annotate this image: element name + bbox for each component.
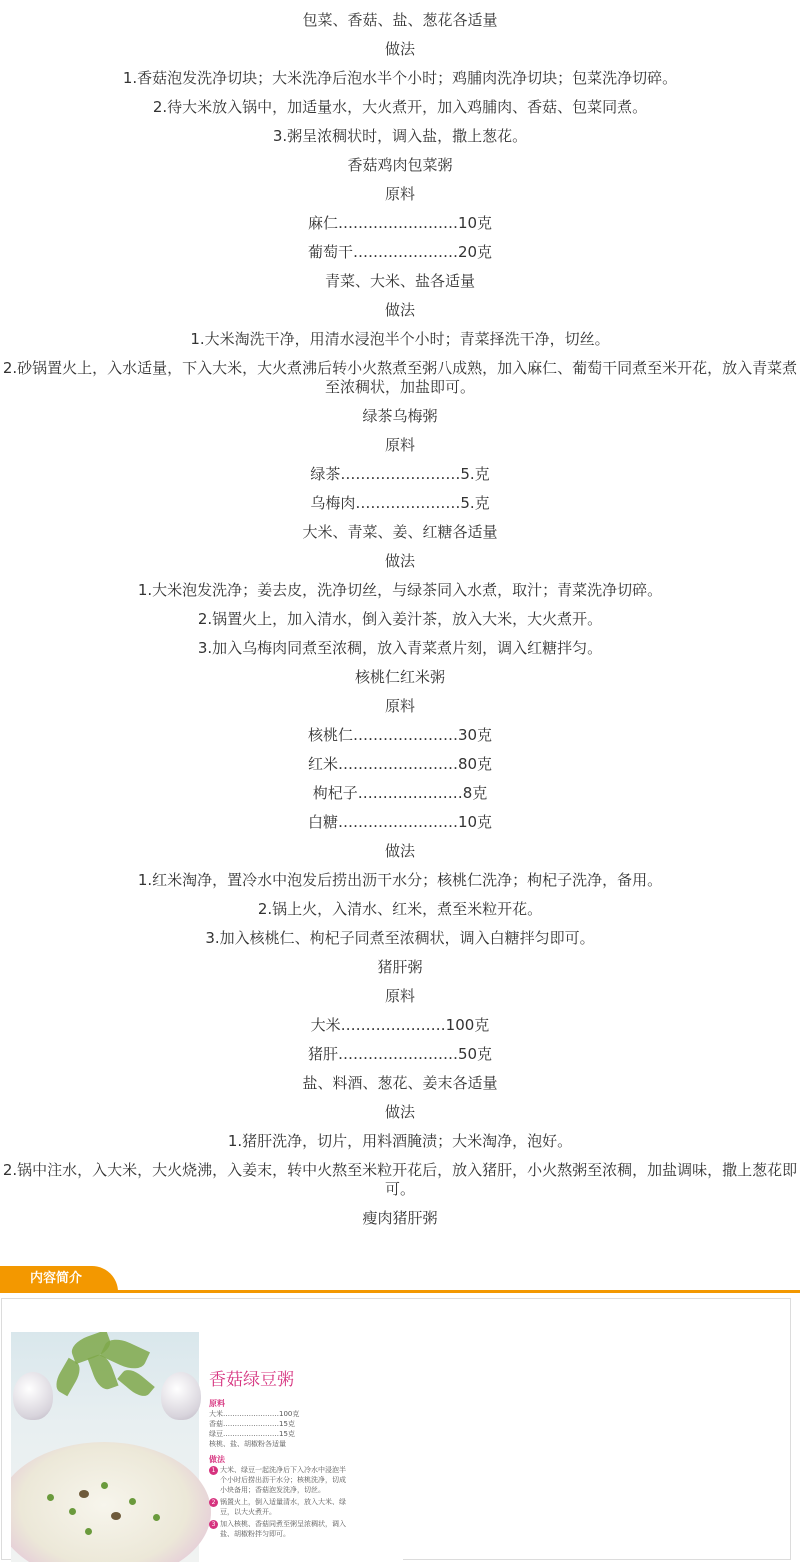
ingredient-line: 麻仁……………………10克: [307, 214, 493, 232]
text-line: 2.待大米放入锅中，加适量水，大火煮开，加入鸡脯肉、香菇、包菜同煮。: [152, 98, 648, 116]
section-heading: 做法: [384, 301, 415, 319]
ingredient-line: 绿茶……………………5.克: [310, 465, 490, 483]
page-ingredient: 绿豆……………………15克: [209, 1430, 295, 1438]
mushroom-shape: [111, 1512, 121, 1520]
recipe-title: 瘦肉猪肝粥: [362, 1209, 438, 1227]
page-step-text: 小块备用；香菇泡发洗净，切丝。: [220, 1486, 325, 1494]
text-line: 盐、料酒、葱花、姜末各适量: [302, 1074, 498, 1092]
page-step-text: 加入核桃、香菇同煮至粥呈浓稠状，调入: [220, 1520, 346, 1528]
intro-content-box: [1, 1298, 791, 1560]
section-heading: 原料: [384, 987, 415, 1005]
recipe-text: [0, 6, 800, 1233]
section-heading: 做法: [384, 842, 415, 860]
bowl-shape: [11, 1442, 211, 1562]
page-step-text: 盐、胡椒粉拌匀即可。: [220, 1530, 290, 1538]
intro-tab[interactable]: 内容简介: [0, 1266, 118, 1292]
page-step: [209, 1465, 346, 1475]
step-number-1: 1: [209, 1466, 218, 1475]
porridge-photo: [11, 1332, 199, 1562]
recipe-title: 香菇鸡肉包菜粥: [347, 156, 453, 174]
page-ingredients-heading: 原料: [209, 1399, 225, 1408]
page-recipe-title: 香菇绿豆粥: [209, 1370, 294, 1390]
page-step: [209, 1497, 346, 1507]
text-line: 1.香菇泡发洗净切块；大米洗净后泡水半个小时；鸡脯肉洗净切块；包菜洗净切碎。: [122, 69, 678, 87]
section-heading: 做法: [384, 1103, 415, 1121]
ingredient-line: 猪肝……………………50克: [307, 1045, 493, 1063]
pea-shape: [153, 1514, 160, 1521]
pea-shape: [85, 1528, 92, 1535]
page-step-text: 豆，以大火煮开。: [220, 1508, 276, 1516]
text-line: 1.大米泡发洗净；姜去皮，洗净切丝，与绿茶同入水煮，取汁；青菜洗净切碎。: [137, 581, 663, 599]
text-line: 3.加入乌梅肉同煮至浓稠，放入青菜煮片刻，调入红糖拌匀。: [197, 639, 603, 657]
divider: [0, 1290, 800, 1293]
page-step: [209, 1519, 346, 1529]
text-line: 青菜、大米、盐各适量: [324, 272, 475, 290]
recipe-title: 核桃仁红米粥: [354, 668, 445, 686]
page-ingredient: 香菇……………………15克: [209, 1420, 295, 1428]
leaf-shape: [117, 1365, 155, 1401]
page-ingredient: 大米……………………100克: [209, 1410, 300, 1418]
ingredient-line: 乌梅肉…………………5.克: [310, 494, 490, 512]
step-number-3: 3: [209, 1520, 218, 1529]
pea-shape: [129, 1498, 136, 1505]
ingredient-line: 葡萄干…………………20克: [307, 243, 493, 261]
ingredient-line: 枸杞子…………………8克: [312, 784, 488, 802]
text-line: 1.大米淘洗干净，用清水浸泡半个小时；青菜择洗干净，切丝。: [190, 330, 610, 348]
ingredient-line: 红米……………………80克: [307, 755, 493, 773]
section-heading: 原料: [384, 697, 415, 715]
section-heading: 原料: [384, 185, 415, 203]
page-step-text: 个小时后捞出沥干水分；核桃洗净，切成: [220, 1476, 346, 1484]
text-line: 3.粥呈浓稠状时，调入盐，撒上葱花。: [272, 127, 528, 145]
section-heading: 做法: [384, 40, 415, 58]
text-line: 2.锅置火上，加入清水，倒入姜汁茶，放入大米，大火煮开。: [197, 610, 603, 628]
pea-shape: [101, 1482, 108, 1489]
pea-shape: [47, 1494, 54, 1501]
pea-shape: [69, 1508, 76, 1515]
intro-section-header: [0, 1266, 800, 1292]
leaf-shape: [52, 1358, 85, 1396]
text-line: 3.加入核桃仁、枸杞子同煮至浓稠状，调入白糖拌匀即可。: [205, 929, 595, 947]
recipe-title: 猪肝粥: [377, 958, 423, 976]
section-heading: 原料: [384, 436, 415, 454]
text-line: 大米、青菜、姜、红糖各适量: [302, 523, 498, 541]
section-heading: 做法: [384, 552, 415, 570]
mushroom-shape: [79, 1490, 89, 1498]
book-page-image: [11, 1332, 403, 1562]
text-line: 2.锅上火，入清水、红米，煮至米粒开花。: [257, 900, 543, 918]
page-method-heading: 做法: [209, 1455, 225, 1464]
text-line: 2.锅中注水，入大米，大火烧沸，入姜末，转中火熬至米粒开花后，放入猪肝，小火熬粥至浓稠，加盐调味，撒上葱花即可。: [2, 1161, 798, 1198]
step-number-2: 2: [209, 1498, 218, 1507]
text-line: 1.红米淘净，置冷水中泡发后捞出沥干水分；核桃仁洗净；枸杞子洗净，备用。: [137, 871, 663, 889]
text-line: 1.猪肝洗净，切片，用料酒腌渍；大米淘净，泡好。: [227, 1132, 573, 1150]
ingredient-line: 核桃仁…………………30克: [307, 726, 493, 744]
recipe-title: 绿茶乌梅粥: [362, 407, 438, 425]
garlic-shape: [13, 1372, 53, 1420]
page-recipe: [209, 1332, 403, 1562]
ingredient-line: 白糖……………………10克: [307, 813, 493, 831]
text-line: 2.砂锅置火上，入水适量，下入大米，大火煮沸后转小火熬煮至粥八成熟，加入麻仁、葡萄干同煮至米开花，放入青菜煮至浓稠状，加盐即可。: [2, 359, 798, 396]
page-step-text: 锅置火上，倒入适量清水，放入大米、绿: [220, 1498, 346, 1506]
page-step-text: 大米、绿豆一起洗净后下入冷水中浸泡半: [220, 1466, 346, 1474]
page-ingredient: 核桃、盐、胡椒粉各适量: [209, 1440, 286, 1448]
garlic-shape: [161, 1372, 201, 1420]
ingredient-line: 大米…………………100克: [310, 1016, 490, 1034]
text-line: 包菜、香菇、盐、葱花各适量: [302, 11, 498, 29]
